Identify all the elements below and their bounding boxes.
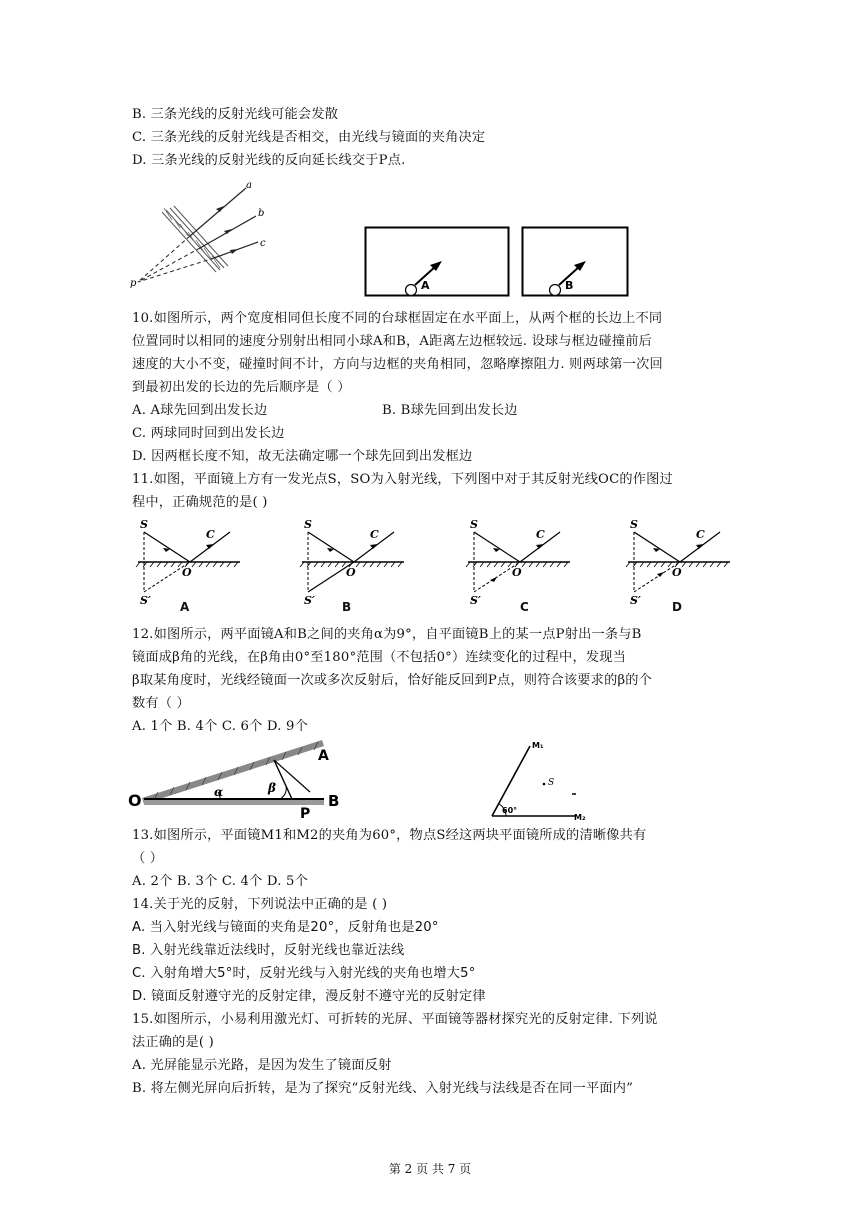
q14-stem: 14.关于光的反射，下列说法中正确的是 ( ) [132,897,388,912]
q9-mirror-rays-figure [128,178,278,293]
q12-options: A. 1个 B. 4个 C. 6个 D. 9个 [132,719,308,734]
q11-panel-d [620,514,740,614]
q11-choice-label-a: A [180,600,190,614]
q11-panel-c [460,514,580,614]
q11-stem-2: 程中，正确规范的是( ) [132,495,268,510]
q15-stem-2: 法正确的是( ) [132,1035,215,1050]
q13-options: A. 2个 B. 3个 C. 4个 D. 5个 [132,874,308,889]
ball-b [550,285,561,296]
q10-stem-2: 位置同时以相同的速度分别射出相同小球A和B，A距离左边框较远. 设球与框边碰撞前后 [132,334,653,349]
q10-option-d: D. 因两框长度不知，故无法确定哪一个球先回到出发框边 [132,449,473,464]
q11-stem-1: 11.如图，平面镜上方有一发光点S，SO为入射光线，下列图中对于其反射光线OC的作图过 [132,472,673,487]
q12-label-alpha: α [214,785,224,799]
q12-label-o: O [128,791,142,810]
q11d-label-c: C [696,528,705,541]
q11c-label-sprime: S′ [470,594,481,607]
q12-stem-1: 12.如图所示，两平面镜A和B之间的夹角α为9°，自平面镜B上的某一点P射出一条与B [132,627,642,642]
q9-label-b: b [258,208,265,219]
label-ball-a: A [421,279,430,292]
q9-option-b: B. 三条光线的反射光线可能会发散 [132,107,339,122]
q11b-label-c: C [370,528,379,541]
q13-mirrors-figure [484,738,594,822]
q10-stem-3: 速度的大小不变，碰撞时间不计，方向与边框的夹角相同，忽略摩擦阻力. 则两球第一次回 [132,357,663,372]
q13-label-s: S [548,778,555,788]
q11b-label-o: O [346,566,356,579]
q14-option-c: C. 入射角增大5°时，反射光线与入射光线的夹角也增大5° [132,966,476,981]
q13-stem-2: （ ） [132,851,164,866]
q11c-label-s: S [470,518,478,531]
q9-option-d: D. 三条光线的反射光线的反向延长线交于P点. [132,153,406,168]
q11b-label-s: S [304,518,312,531]
q12-label-beta: β [268,781,276,795]
q12-label-p: P [300,806,311,818]
q11d-label-sprime: S′ [630,594,641,607]
q9-option-c: C. 三条光线的反射光线是否相交，由光线与镜面的夹角决定 [132,130,486,145]
q10-option-c: C. 两球同时回到出发长边 [132,426,285,441]
q9-label-p: p [130,278,137,289]
ball-a [406,285,417,296]
q12-label-b: B [328,792,340,810]
q10-stem-1: 10.如图所示，两个宽度相同但长度不同的台球框固定在水平面上，从两个框的长边上不同 [132,311,663,326]
q11b-label-sprime: S′ [304,594,315,607]
q12-stem-3: β取某角度时，光线经镜面一次或多次反射后，恰好能反回到P点，则符合该要求的β的个 [132,673,653,688]
q11a-label-s: S [140,518,148,531]
q11-choice-diagrams [130,514,730,616]
q15-stem-1: 15.如图所示，小易利用激光灯、可折转的光屏、平面镜等器材探究光的反射定律. 下列说 [132,1012,658,1027]
q10-billiard-frames-figure [364,224,632,298]
q12-stem-4: 数有（ ） [132,696,190,711]
q14-option-d: D. 镜面反射遵守光的反射定律，漫反射不遵守光的反射定律 [132,989,486,1004]
q11a-label-o: O [182,566,192,579]
q11-choice-label-c: C [520,600,529,614]
q12-label-a: A [318,748,329,764]
q10-stem-4: 到最初出发的长边的先后顺序是（ ） [132,380,351,395]
q11d-label-s: S [630,518,638,531]
q11-choice-label-b: B [342,600,352,614]
q14-option-b: B. 入射光线靠近法线时，反射光线也靠近法线 [132,943,405,958]
q11d-label-o: O [672,566,682,579]
q15-option-a: A. 光屏能显示光路，是因为发生了镜面反射 [132,1058,392,1073]
q11-panel-b [294,514,414,614]
q11a-label-c: C [206,528,215,541]
q13-label-angle: 60° [502,806,518,815]
q12-two-mirrors-figure [128,740,358,818]
q13-label-m1: M₁ [532,741,544,750]
q11-choice-label-d: D [672,600,682,614]
q10-option-a: A. A球先回到出发长边 [132,403,268,418]
q11c-label-o: O [512,566,522,579]
q13-stem-1: 13.如图所示，平面镜M1和M2的夹角为60°，物点S经这两块平面镜所成的清晰像共有 [132,828,647,843]
q9-label-c: c [260,238,266,249]
q11a-label-sprime: S′ [140,594,151,607]
q9-label-a: a [246,180,252,191]
q12-stem-2: 镜面成β角的光线，在β角由0°至180°范围（不包括0°）连续变化的过程中，发现当 [132,650,626,665]
q14-option-a: A. 当入射光线与镜面的夹角是20°，反射角也是20° [132,920,439,935]
q10-option-b: B. B球先回到出发长边 [382,403,518,418]
q11-panel-a [130,514,250,614]
q11c-label-c: C [536,528,545,541]
q15-option-b: B. 将左侧光屏向后折转，是为了探究“反射光线、入射光线与法线是否在同一平面内” [132,1081,634,1096]
label-ball-b: B [565,279,574,292]
page-footer: 第 2 页 共 7 页 [388,1162,472,1176]
q13-label-m2: M₂ [574,813,586,822]
